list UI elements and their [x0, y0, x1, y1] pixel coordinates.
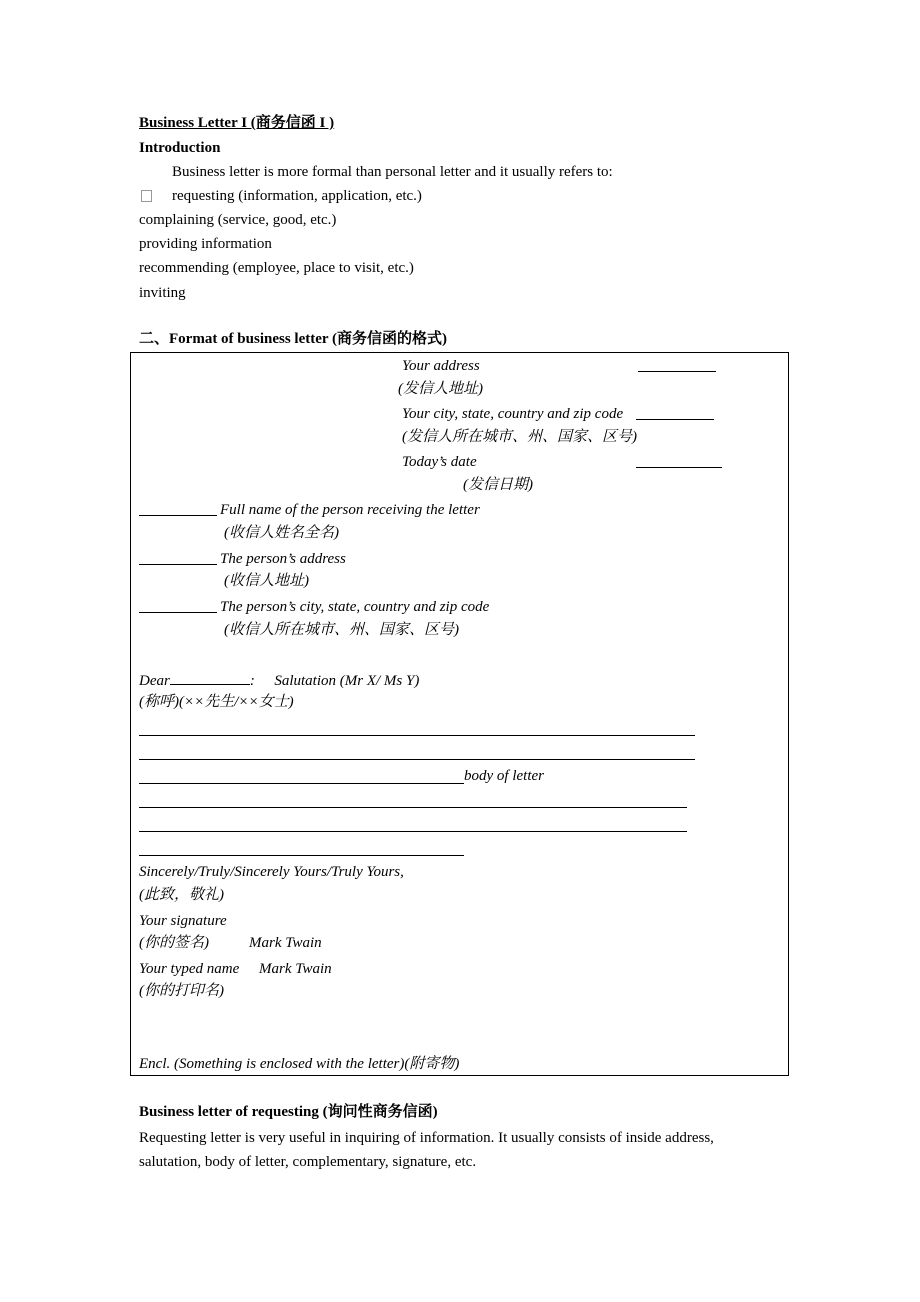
recipient-city-label: The person’s city, state, country and zip code	[220, 599, 490, 615]
sender-address-label: Your address	[402, 358, 480, 374]
typed-name-value: Mark Twain	[259, 961, 332, 977]
sender-address-blank	[638, 357, 716, 377]
body-line	[139, 807, 687, 808]
recipient-name-blank	[139, 501, 217, 521]
dear-colon: :	[249, 673, 255, 689]
requesting-body: Requesting letter is very useful in inquiring of information. It usually consists of inside address, salutation, body of letter, complementary, signature, etc.	[139, 1130, 714, 1170]
checkbox-icon	[141, 188, 152, 206]
body-line	[139, 735, 695, 736]
intro-heading: Introduction	[139, 140, 221, 156]
salutation-label: Salutation (Mr X/ Ms Y)	[274, 673, 420, 689]
sender-city-label: Your city, state, country and zip code	[402, 406, 624, 422]
body-line	[139, 831, 687, 832]
signature-value: Mark Twain	[249, 935, 322, 951]
typed-name-label: Your typed name	[139, 961, 240, 977]
body-line	[139, 759, 695, 760]
recipient-city-blank	[139, 598, 217, 618]
list-item: recommending (employee, place to visit, etc.)	[139, 260, 414, 276]
enclosure-label: Encl. (Something is enclosed with the letter)(附寄物)	[139, 1056, 460, 1072]
sender-city-blank	[636, 405, 714, 425]
sender-city-cn: (发信人所在城市、州、国家、区号)	[402, 429, 637, 445]
list-item: requesting (information, application, etc.)	[172, 188, 422, 204]
salutation-cn: (称呼)(××先生/××女士)	[139, 694, 294, 710]
page-title: Business Letter I (商务信函 I )	[139, 115, 335, 131]
list-item: providing information	[139, 236, 272, 252]
closing-cn: (此致，敬礼)	[139, 887, 224, 903]
list-item: complaining (service, good, etc.)	[139, 212, 337, 228]
date-label: Today’s date	[402, 454, 477, 470]
body-line	[139, 855, 464, 856]
requesting-heading: Business letter of requesting (询问性商务信函)	[139, 1104, 438, 1120]
recipient-address-blank	[139, 550, 217, 570]
list-item: inviting	[139, 285, 186, 301]
date-blank	[636, 453, 722, 473]
signature-label: Your signature	[139, 913, 227, 929]
salutation-line	[139, 670, 419, 690]
intro-lead: Business letter is more formal than personal letter and it usually refers to:	[172, 164, 613, 180]
recipient-address-label: The person’s address	[220, 551, 346, 567]
closing-label: Sincerely/Truly/Sincerely Yours/Truly Yours,	[139, 864, 404, 880]
recipient-name-cn: (收信人姓名全名)	[224, 525, 339, 541]
body-line	[139, 783, 464, 784]
recipient-city-cn: (收信人所在城市、州、国家、区号)	[224, 622, 459, 638]
recipient-address-cn: (收信人地址)	[224, 573, 309, 589]
format-heading: 二、Format of business letter (商务信函的格式)	[139, 331, 448, 347]
date-cn: (发信日期)	[463, 477, 533, 493]
dear-label: Dear	[139, 673, 170, 689]
recipient-name-label: Full name of the person receiving the letter	[220, 502, 480, 518]
signature-cn: (你的签名)	[139, 935, 209, 951]
dear-blank	[170, 670, 250, 685]
typed-name-cn: (你的打印名)	[139, 983, 224, 999]
body-of-letter-label: body of letter	[464, 768, 544, 784]
sender-address-cn: (发信人地址)	[398, 381, 483, 397]
